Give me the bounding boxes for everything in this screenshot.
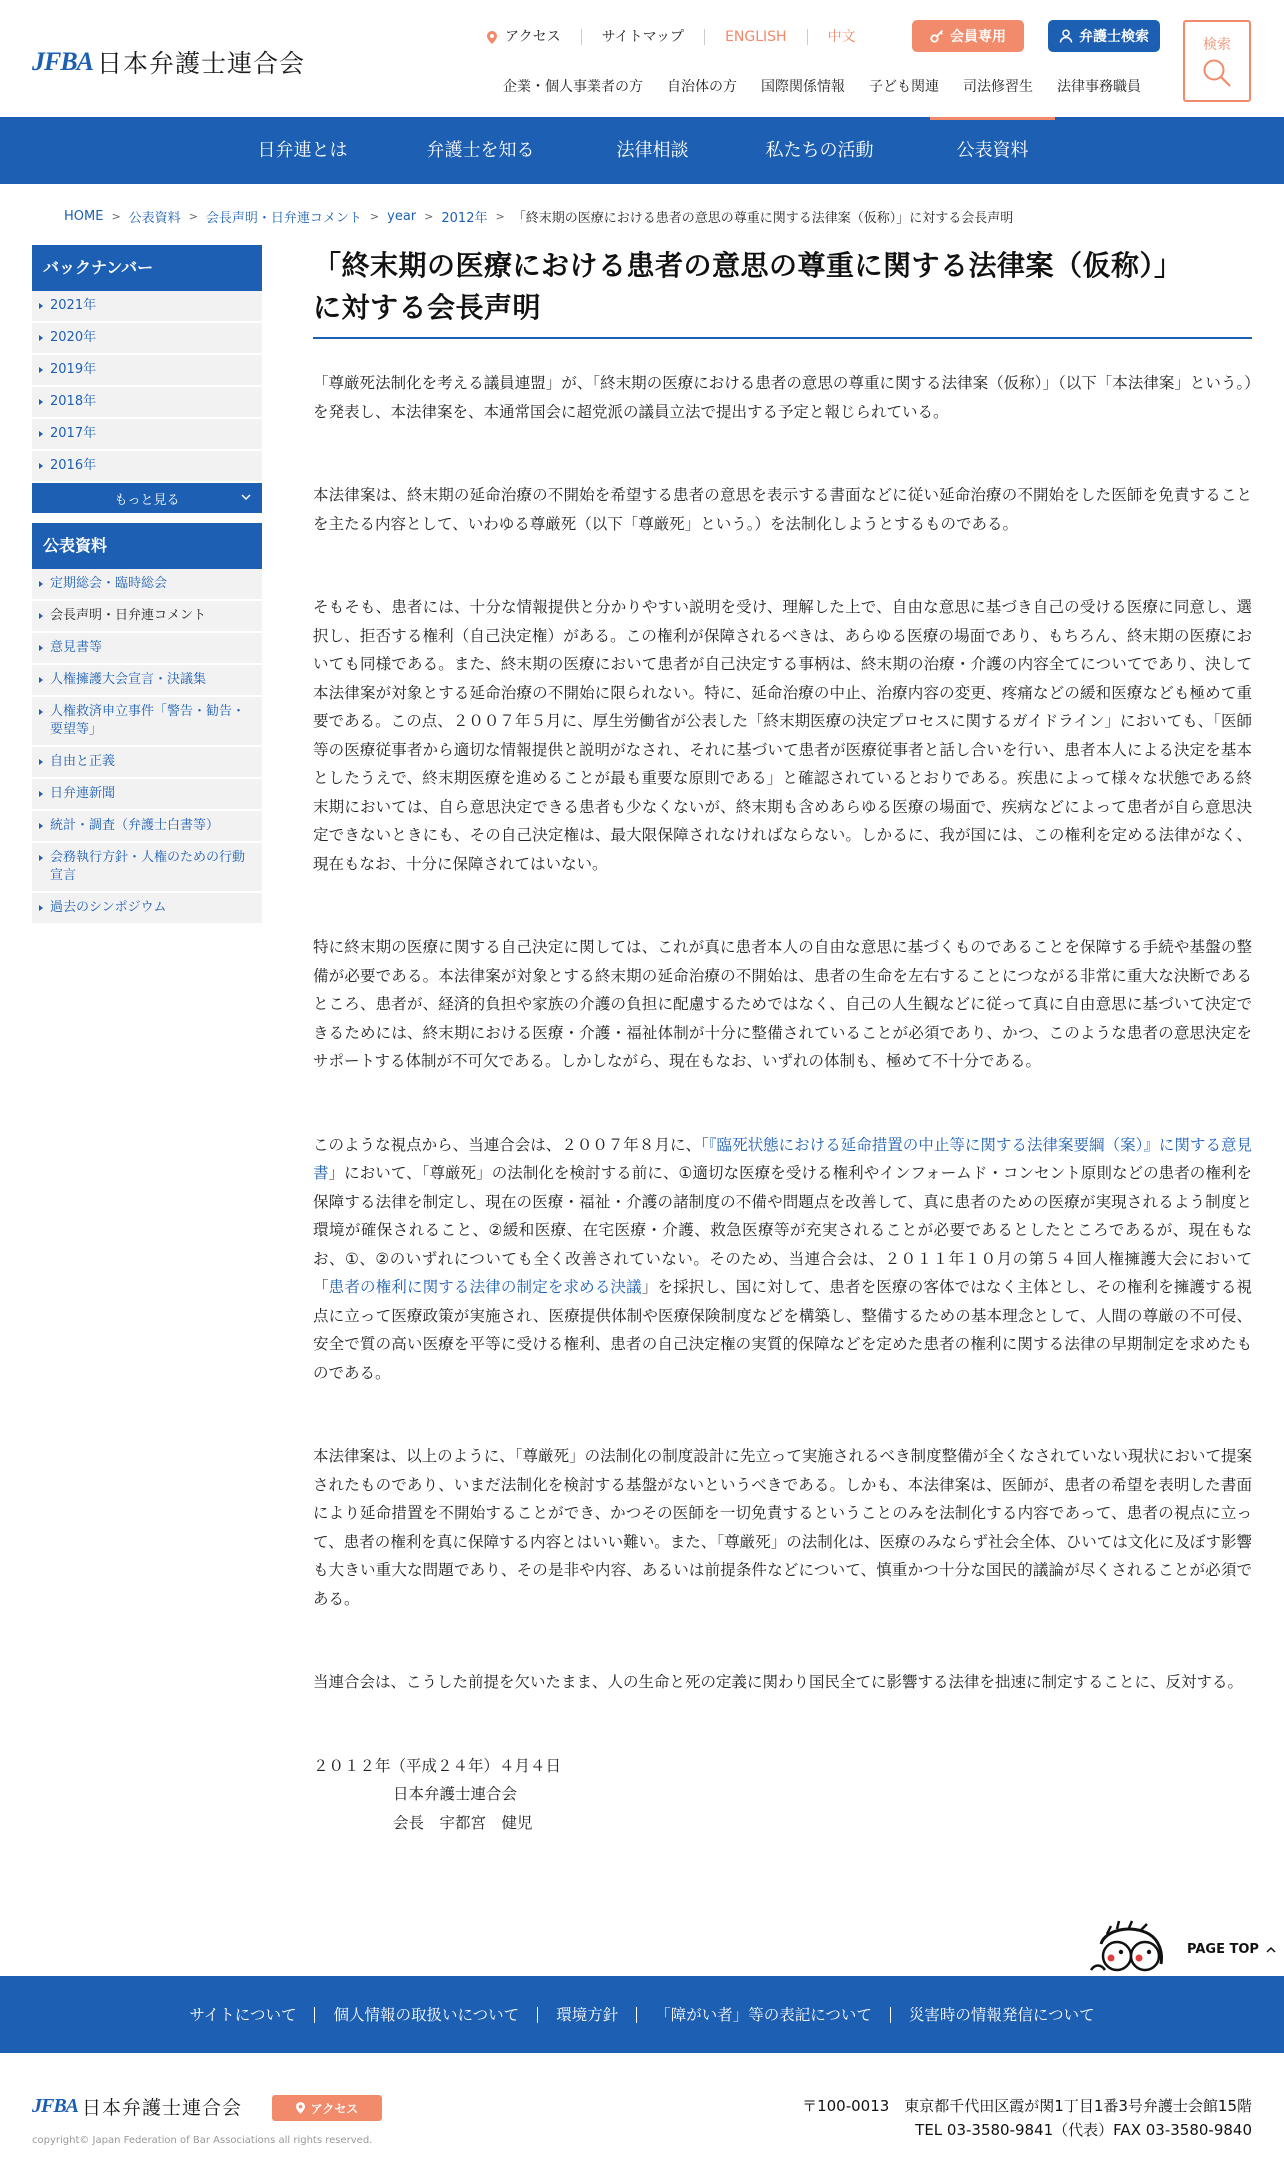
breadcrumb xyxy=(64,207,1013,226)
breadcrumb-separator: > xyxy=(188,210,198,223)
logo-mark: JFBA xyxy=(32,47,94,76)
util-link-access[interactable] xyxy=(487,29,582,45)
footer-logo[interactable] xyxy=(32,2093,242,2120)
key-icon xyxy=(930,29,944,43)
paragraph-text: このような視点から、当連合会は、２００７年８月に、「 xyxy=(313,1135,709,1154)
audience-link[interactable]: 法律事務職員 xyxy=(1057,79,1141,95)
footer-nav xyxy=(0,1976,1284,2053)
utility-nav xyxy=(487,22,876,52)
opinion-link[interactable]: 『臨死状態における延命措置の中止等に関する法律案要綱（案）』に関する意見書 xyxy=(313,1135,1252,1182)
sidebar-year-link[interactable]: 2016年 xyxy=(32,451,262,483)
signature-org: 日本弁護士連合会 xyxy=(393,1785,518,1803)
mascot-icon xyxy=(1087,1920,1183,1976)
copyright: copyright© Japan Federation of Bar Associations all rights reserved. xyxy=(32,2135,373,2146)
footer-logo-text: 日本弁護士連合会 xyxy=(82,2097,243,2119)
map-pin-icon xyxy=(487,31,497,44)
footer-logo-mark: JFBA xyxy=(32,2095,79,2117)
statement-paragraph: 当連合会は、こうした前提を欠いたまま、人の生命と死の定義に関わり国民全てに影響する法律を拙速に制定することに、反対する。 xyxy=(313,1673,1244,1691)
site-header xyxy=(0,0,1284,117)
audience-link[interactable]: 子ども関連 xyxy=(869,79,939,95)
breadcrumb-current: 「終末期の医療における患者の意思の尊重に関する法律案（仮称）」に対する会長声明 xyxy=(512,211,1014,226)
signature-name: 会長 宇都宮 健児 xyxy=(393,1813,533,1832)
gnav-lawyers[interactable]: 弁護士を知る xyxy=(426,140,535,161)
sidebar-publication-link[interactable]: 会務執行方針・人権のための行動宣言 xyxy=(32,843,262,893)
util-link-sitemap[interactable]: サイトマップ xyxy=(582,29,705,45)
member-only-button[interactable] xyxy=(912,20,1024,52)
statement-paragraph: 本法律案は、終末期の延命治療の不開始を希望する患者の意思を表示する書面などに従い延命治療の不開始をした医師を免責することを主たる内容として、いわゆる尊厳死（以下「尊厳死」という。）を法制化しようとするものである。 xyxy=(313,486,1252,533)
gnav-activities[interactable]: 私たちの活動 xyxy=(765,140,874,161)
breadcrumb-link[interactable]: year xyxy=(387,209,417,224)
sidebar-publication-link[interactable]: 定期総会・臨時総会 xyxy=(32,569,262,601)
breadcrumb-link[interactable]: 2012年 xyxy=(441,211,488,226)
breadcrumb-link[interactable]: 会長声明・日弁連コメント xyxy=(205,211,362,226)
breadcrumb-link[interactable]: 公表資料 xyxy=(128,211,181,226)
member-only-label: 会員専用 xyxy=(950,29,1006,45)
main-content xyxy=(313,245,1252,1837)
show-more-button[interactable] xyxy=(32,483,262,513)
sidebar-publication-link[interactable]: 過去のシンポジウム xyxy=(32,893,262,925)
sidebar-publication-link[interactable]: 意見書等 xyxy=(32,633,262,665)
person-icon xyxy=(1059,29,1073,43)
footer-link[interactable]: 個人情報の取扱いについて xyxy=(315,2007,538,2023)
sidebar-publication-link[interactable]: 日弁連新聞 xyxy=(32,779,262,811)
audience-link[interactable]: 国際関係情報 xyxy=(761,79,845,95)
footer-link[interactable]: 環境方針 xyxy=(538,2007,637,2023)
page-top-label xyxy=(1187,1942,1277,1957)
breadcrumb-separator: > xyxy=(369,210,380,223)
footer-address: 〒100-0013 東京都千代田区霞が関1丁目1番3号弁護士会館15階 xyxy=(802,2097,1252,2115)
paragraph-text: 」を採択し、国に対して、患者を医療の客体ではなく主体とし、その権利を擁護する視点に立って医療政策が実施され、医療提供体制や医療保険制度などを構築し、整備するための基本理念として、人間の尊厳の不可侵、安全で質の高い医療を平等に受ける権利、患者の自己決定権の実質的保障などを定めた患者の権利に関する法律の早期制定を求めたものである。 xyxy=(313,1278,1252,1382)
publications-list xyxy=(32,569,262,925)
sidebar-publication-link[interactable]: 人権救済申立事件「警告・勧告・要望等」 xyxy=(32,697,262,747)
footer-access-label: アクセス xyxy=(310,2101,359,2116)
statement-paragraph: 本法律案は、以上のように、「尊厳死」の法制化の制度設計に先立って実施されるべき制度整備が全くなされていない現状において提案されたものであり、いまだ法制化を検討する基盤がないというべきである。しかも、本法律案は、医師が、患者の希望を表明した書面により延命措置を不開始することができ、かつその医師を一切免責するということのみを法制化する内容であって、患者の視点に立って、患者の権利を真に保障する内容とはいい難い。また、「尊厳死」の法制化は、医療のみならず社会全体、ひいては文化に及ぼす影響も大きい重大な問題であり、その是非や内容、あるいは前提条件などについて、慎重かつ十分な国民的議論が尽くされることが必須である。 xyxy=(313,1447,1252,1608)
util-link-chinese[interactable]: 中文 xyxy=(827,29,856,45)
footer-link[interactable]: 「障がい者」等の表記について xyxy=(637,2007,891,2023)
sidebar-year-link[interactable]: 2018年 xyxy=(32,387,262,419)
sidebar-backnumber-title: バックナンバー xyxy=(32,245,262,291)
site-footer xyxy=(0,2053,1284,2184)
sidebar-publication-link[interactable]: 自由と正義 xyxy=(32,747,262,779)
resolution-link[interactable]: 患者の権利に関する法律の制定を求める決議 xyxy=(328,1278,642,1296)
backnumber-list xyxy=(32,291,262,483)
footer-address-block xyxy=(802,2094,1252,2142)
statement-paragraph: 「尊厳死法制化を考える議員連盟」が、「終末期の医療における患者の意思の尊重に関する法律案（仮称）」（以下「本法律案」という。）を発表し、本法律案を、本通常国会に超党派の議員立法で提出する予定と報じられている。 xyxy=(313,374,1252,421)
gnav-about[interactable]: 日弁連とは xyxy=(257,140,348,161)
breadcrumb-separator: > xyxy=(111,210,121,223)
util-link-english[interactable]: ENGLISH xyxy=(705,29,808,45)
lawyer-search-label: 弁護士検索 xyxy=(1079,29,1149,45)
page-title xyxy=(313,245,1252,339)
sidebar-publications-title: 公表資料 xyxy=(32,523,262,569)
sidebar-publication-link-current[interactable]: 会長声明・日弁連コメント xyxy=(32,601,262,633)
site-logo[interactable] xyxy=(32,44,305,80)
statement-paragraph: 特に終末期の医療に関する自己決定に関しては、これが真に患者本人の自由な意思に基づくものであることを保障する手続や基盤の整備が必要である。本法律案が対象とする終末期の延命治療の不開始は、患者の生命を左右することにつながる非常に重大な決断であるところ、患者が、経済的負担や家族の介護の負担に配慮するためではなく、自己の人生観などに従って真に自由意思に基づいて決定できるためには、終末期における医療・介護・福祉体制が十分に整備されていることが必須であり、かつ、このような患者の意思決定をサポートする体制が不可欠である。しかしながら、現在もなお、いずれの体制も、極めて不十分である。 xyxy=(313,938,1252,1070)
chevron-up-icon xyxy=(1265,1945,1277,1955)
sidebar-year-link[interactable]: 2019年 xyxy=(32,355,262,387)
sidebar-publication-link[interactable]: 人権擁護大会宣言・決議集 xyxy=(32,665,262,697)
signature-block xyxy=(313,1752,1252,1838)
breadcrumb-link[interactable]: HOME xyxy=(64,209,104,224)
global-nav xyxy=(0,117,1284,184)
site-search-button[interactable] xyxy=(1183,20,1251,102)
search-icon xyxy=(1202,58,1232,88)
breadcrumb-separator: > xyxy=(495,210,505,223)
sidebar-publication-link[interactable]: 統計・調査（弁護士白書等） xyxy=(32,811,262,843)
search-label: 検索 xyxy=(1203,37,1231,53)
lawyer-search-button[interactable] xyxy=(1048,20,1160,52)
show-more-label: もっと見る xyxy=(114,492,180,508)
breadcrumb-separator: > xyxy=(424,210,434,223)
page-top-text: PAGE TOP xyxy=(1187,1942,1259,1957)
gnav-publications[interactable]: 公表資料 xyxy=(930,117,1055,184)
map-pin-icon xyxy=(296,2102,305,2114)
footer-phone: TEL 03-3580-9841（代表）FAX 03-3580-9840 xyxy=(915,2121,1252,2139)
statement-paragraph: そもそも、患者には、十分な情報提供と分かりやすい説明を受け、理解した上で、自由な意思に基づき自己の受ける医療に同意し、選択し、拒否する権利（自己決定権）がある。この権利が保障されるべきは、あらゆる医療の場面であり、もちろん、終末期の医療においても同様である。また、終末期の医療において患者が自己決定する事柄は、終末期の治療・介護の内容全てについてであり、決して本法律案が対象とする延命治療の不開始に限られない。特に、延命治療の中止、治療内容の変更、疼痛などの緩和医療なども極めて重要である。この点、２００７年５月に、厚生労働省が公表した「終末期医療の決定プロセスに関するガイドライン」においても、「医師等の医療従事者から適切な情報提供と説明がなされ、それに基づいて患者が医療従事者と話し合いを行い、患者本人による決定を基本としたうえで、終末期医療を進めることが最も重要な原則である」と確認されているとおりである。疾患によって様々な状態である終末期においては、自ら意思決定できる患者も少なくないが、終末期も含めあらゆる医療の場面で、疾病などによって患者が自ら意思決定できないときにも、その自己決定権は、最大限保障されなければならない。しかるに、我が国には、この権利を定める法律がなく、現在もなお、十分に保障されてはいない。 xyxy=(313,598,1252,873)
sidebar-year-link[interactable]: 2021年 xyxy=(32,291,262,323)
audience-nav xyxy=(503,76,1141,96)
audience-link[interactable]: 企業・個人事業者の方 xyxy=(503,79,643,95)
page-title-line2: に対する会長声明 xyxy=(313,291,542,324)
footer-link[interactable]: 災害時の情報発信について xyxy=(908,2005,1095,2024)
chevron-down-icon xyxy=(240,491,252,503)
util-link-label: アクセス xyxy=(505,29,561,45)
sidebar-year-link[interactable]: 2017年 xyxy=(32,419,262,451)
footer-access-button[interactable] xyxy=(272,2095,382,2121)
sidebar xyxy=(32,245,262,925)
audience-link[interactable]: 自治体の方 xyxy=(667,79,737,95)
gnav-consultation[interactable]: 法律相談 xyxy=(616,140,689,161)
paragraph-text: 」において、「尊厳死」の法制化を検討する前に、①適切な医療を受ける権利やインフォームド・コンセント原則などの患者の権利を保障する法律を制定し、現在の医療・福祉・介護の諸制度の不備や問題点を改善して、真に患者のための医療が実現されるよう制度と環境が確保されること、②緩和医療、在宅医療・介護、救急医療等が充実されることが必要であるとしたところであるが、現在もなお、①、②のいずれについても全く改善されていない。そのため、当連合会は、２０１１年１０月の第５４回人権擁護大会において「 xyxy=(313,1164,1252,1296)
footer-link[interactable]: サイトについて xyxy=(171,2007,315,2023)
sidebar-year-link[interactable]: 2020年 xyxy=(32,323,262,355)
audience-link[interactable]: 司法修習生 xyxy=(963,79,1033,95)
logo-text: 日本弁護士連合会 xyxy=(97,49,306,78)
page-title-line1: 「終末期の医療における患者の意思の尊重に関する法律案（仮称）」 xyxy=(313,249,1183,282)
page-top-button[interactable] xyxy=(1087,1920,1277,1976)
signature-date: ２０１２年（平成２４年）４月４日 xyxy=(313,1756,562,1775)
statement-paragraph xyxy=(313,1131,1252,1388)
